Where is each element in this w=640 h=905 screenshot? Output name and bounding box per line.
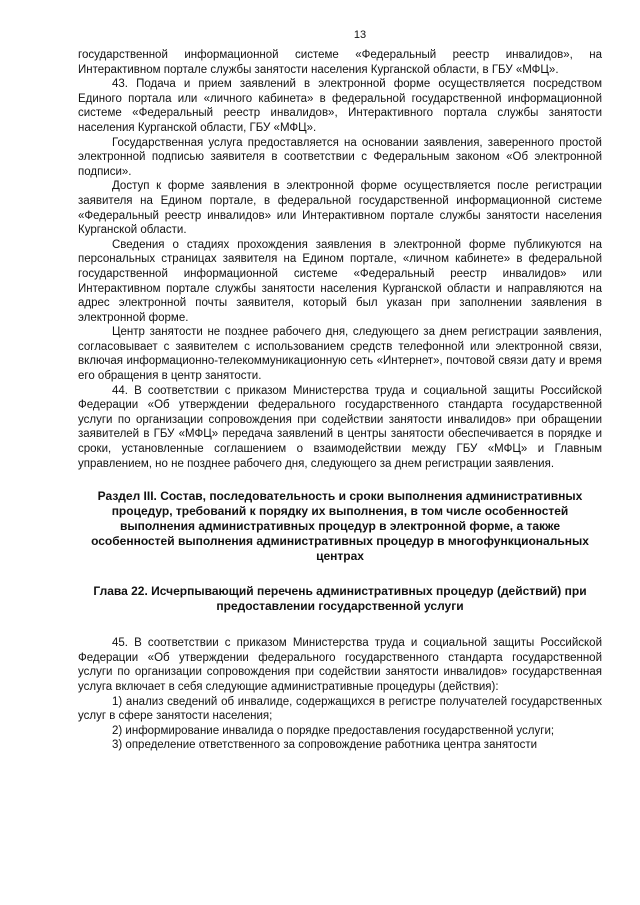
- chapter-heading: Глава 22. Исчерпывающий перечень административных процедур (действий) при предоставлении государственной услуги: [93, 584, 587, 614]
- paragraph-continuation: государственной информационной системе «Федеральный реестр инвалидов», на Интерактивном портале службы занятости населения Курганской области, в ГБУ «МФЦ».: [78, 49, 602, 76]
- list-item-2: 2) информирование инвалида о порядке предоставления государственной услуги;: [112, 724, 555, 737]
- list-item-3: 3) определение ответственного за сопровождение работника центра занятости: [112, 739, 538, 752]
- paragraph-43: 43. Подача и прием заявлений в электронной форме осуществляется посредством Единого портала или «личного кабинета» в федеральной государственной информационной системе «Федеральный реестр инвалидов», Интерактивного портала службы занятости населения Курганской области, ГБУ «МФЦ».: [78, 78, 602, 134]
- page-number: 13: [353, 29, 367, 41]
- paragraph-44: 44. В соответствии с приказом Министерства труда и социальной защиты Российской Федерации «Об утверждении федерального государственного стандарта государственной услуги по организации сопровождения при содействии занятости инвалидов» при обращении заявителей в ГБУ «МФЦ» передача заявлений в центры занятости обеспечивается в порядке и сроки, установленные соглашением о взаимодействии между ГБУ «МФЦ» и Главным управлением, но не позднее рабочего дня, следующего за днем регистрации заявления.: [78, 384, 602, 470]
- paragraph-signature: Государственная услуга предоставляется на основании заявления, заверенного простой электронной подписью заявителя в соответствии с Федеральным законом «Об электронной подписи».: [78, 136, 602, 178]
- paragraph-45: 45. В соответствии с приказом Министерства труда и социальной защиты Российской Федерации «Об утверждении федерального государственного стандарта государственной услуги по организации сопровождения при содействии занятости инвалидов» государственная услуга включает в себя следующие административные процедуры (действия):: [78, 637, 602, 693]
- paragraph-access: Доступ к форме заявления в электронной форме осуществляется после регистрации заявителя на Едином портале, в федеральной государственной информационной системе «Федеральный реестр инвалидов» или Интерактивном портале службы занятости населения Курганской области.: [78, 180, 602, 237]
- paragraph-center: Центр занятости не позднее рабочего дня, следующего за днем регистрации заявления, согласовывает с заявителем с использованием средств телефонной или электронной связи, включая информационно-телекоммуникационную сеть «Интернет», почтовой связи дату и время его обращения в центр занятости.: [78, 326, 602, 383]
- paragraph-status: Сведения о стадиях прохождения заявления в электронной форме публикуются на персональных страницах заявителя на Едином портале, «личном кабинете» в федеральной государственной информационной системе «Федеральный реестр инвалидов» или Интерактивном портале службы занятости населения Курганской области и направляются на адрес электронной почты заявителя, который был указан при заполнении заявления в электронной форме.: [78, 238, 602, 324]
- list-item-1: 1) анализ сведений об инвалиде, содержащихся в регистре получателей государственных услуг в сфере занятости населения;: [78, 695, 602, 723]
- section-heading: Раздел III. Состав, последовательность и сроки выполнения административных процедур, требований к порядку их выполнения, в том числе особенностей выполнения административных процедур в электронной форме, а также особенностей выполнения административных процедур в многофункциональных центрах: [91, 489, 589, 564]
